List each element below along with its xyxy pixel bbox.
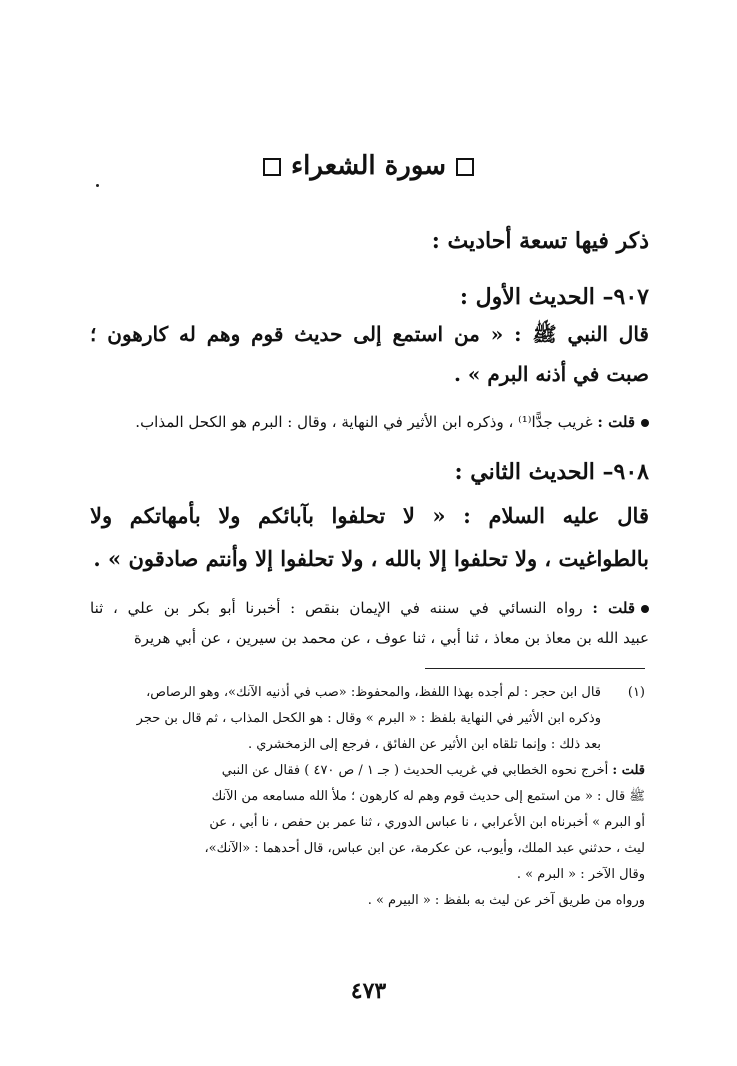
commentary-label: قلت : (597, 413, 635, 431)
hadith-908-commentary-line-2: عبيد الله بن معاذ بن معاذ ، ثنا أبي ، ثنا عوف ، عن محمد بن سيرين ، عن أبي هريرة (133, 629, 649, 647)
hadith-908-line-1: قال عليه السلام : « لا تحلفوا بآبائكم ولا بأمهاتكم ولا (90, 503, 649, 528)
surah-title (0, 146, 737, 186)
footnote-line: وقال الآخر : « البرم » . (516, 867, 645, 882)
footnote-qult-label: قلت : (612, 763, 645, 778)
surah-title-text: سورة الشعراء (290, 151, 447, 181)
intro-heading: ذكر فيها تسعة أحاديث : (431, 228, 649, 254)
hadith-907-commentary (90, 408, 649, 436)
bullet-icon (641, 419, 649, 427)
footnote-line: ليث ، حدثني عبد الملك، وأيوب، عن عكرمة، عن ابن عباس، قال أحدهما : «الآنك»، (204, 841, 645, 856)
hadith-907-heading: ٩٠٧– الحديث الأول : (459, 284, 649, 310)
footnote-line: ورواه من طريق آخر عن ليث به بلفظ : « البيرم » . (367, 893, 645, 908)
commentary-text: غريب جدًّا⁽¹⁾ ، وذكره ابن الأثير في النهاية ، وقال : البرم هو الكحل المذاب. (135, 413, 593, 431)
title-frame-box-right (456, 158, 474, 176)
footnote-body (90, 680, 601, 758)
footnote (90, 680, 645, 758)
title-frame-box-left (263, 158, 281, 176)
hadith-907-line-1: قال النبي ﷺ : « من استمع إلى حديث قوم وهم له كارهون ؛ (90, 322, 649, 346)
decorative-dot (96, 184, 99, 187)
footnote-line: بعد ذلك : وإنما تلقاه ابن الأثير عن الفائق ، فرجع إلى الزمخشري . (248, 737, 601, 752)
commentary-text: رواه النسائي في سننه في الإيمان بنقص : أخبرنا أبو بكر بن علي ، ثنا (90, 599, 583, 617)
footnote-line: ﷺ قال : « من استمع إلى حديث قوم وهم له كارهون ؛ ملأ الله مسامعه من الآنك (211, 789, 645, 804)
footnote-separator (425, 668, 645, 669)
footnote-line (90, 758, 645, 784)
hadith-908-commentary-line-1 (90, 594, 649, 622)
footnote-line: قال ابن حجر : لم أجده بهذا اللفظ، والمحفوظ: «صب في أذنيه الآنك»، وهو الرصاص، (146, 685, 601, 700)
footnote-number: (١) (627, 685, 645, 700)
hadith-908-heading: ٩٠٨– الحديث الثاني : (454, 459, 649, 485)
footnote-line: أو البرم » أخبرناه ابن الأعرابي ، نا عباس الدوري ، ثنا عمر بن حفص ، نا أبي ، عن (209, 815, 645, 830)
hadith-908-line-2: بالطواغيت ، ولا تحلفوا إلا بالله ، ولا تحلفوا إلا وأنتم صادقون » . (93, 546, 649, 571)
bullet-icon (641, 605, 649, 613)
footnote-line: وذكره ابن الأثير في النهاية بلفظ : « البرم » وقال : هو الكحل المذاب ، ثم قال بن حجر (136, 711, 601, 726)
hadith-907-line-2: صبت في أذنه البرم » . (453, 362, 649, 386)
page-number: ٤٧٣ (350, 978, 387, 1004)
footnote-qult-body (90, 784, 645, 914)
footnote-qult-text: أخرج نحوه الخطابي في غريب الحديث ( جـ ١ / ص ٤٧٠ ) فقال عن النبي (221, 763, 609, 778)
commentary-label: قلت : (592, 599, 635, 617)
footnote-qult (90, 758, 645, 914)
